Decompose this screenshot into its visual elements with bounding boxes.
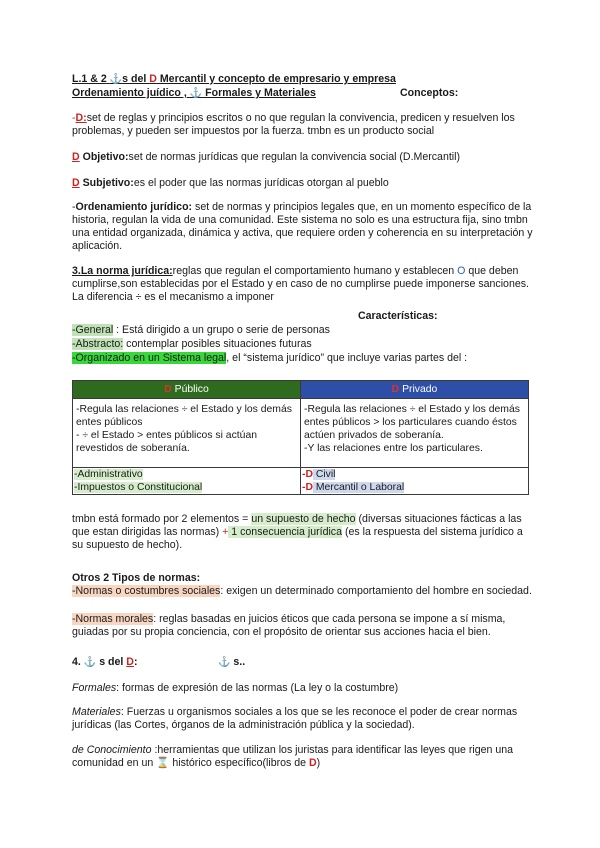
publico-header: D Público — [73, 381, 301, 399]
privado-body: -Regula las relaciones ÷ el Estado y los demás entes públicos > los particulares cuando éstos actúen privados de soberanía. -Y las relaciones entre los particulares. — [301, 399, 529, 468]
ordenamiento-definition: -Ordenamiento jurídico: set de normas y principios legales que, en un momento específico de la historia, regulan la vida de una comunidad. Este sistema no solo es una estructura fija, sino tmbn una entidad organizada, dinámica y activa, que requiere orden y coherencia en su interpretación y aplicación. — [72, 201, 533, 252]
derecho-comparison-table — [72, 380, 529, 495]
publico-foot: -Administrativo -Impuestos o Constitucional — [73, 468, 301, 495]
fuentes-formales: Formales: formas de expresión de las normas (La ley o la costumbre) — [72, 682, 399, 694]
fuentes-conocimiento: de Conocimiento :herramientas que utilizan los juristas para identificar las leyes que rigen una comunidad en un ⌛ histórico específico(libros de D) — [72, 744, 514, 769]
subjetivo-definition: D Subjetivo:es el poder que las normas jurídicas otorgan al pueblo — [72, 177, 389, 189]
anchor-icon: ⚓ — [83, 657, 97, 668]
caracteristica-general: -General : Está dirigido a un grupo o serie de personas — [72, 324, 330, 336]
fuentes-materiales: Materiales: Fuerzas u organismos sociales a los que se les reconoce el poder de crear normas jurídicas (las Cortes, órganos de la administración pública y la sociedad). — [72, 706, 518, 731]
conceptos-heading: Conceptos: — [400, 87, 459, 99]
subtitle-line: Ordenamiento juídico , ⚓ Formales y Materiales Conceptos: — [72, 87, 459, 99]
anchor-icon: ⚓ — [218, 657, 231, 668]
publico-body: -Regula las relaciones ÷ el Estado y los demás entes públicos - ÷ el Estado > entes públicos si actúan revestidos de soberanía. — [73, 399, 301, 468]
anchor-icon: ⚓ — [189, 88, 203, 99]
normas-sociales: -Normas o costumbres sociales: exigen un determinado comportamiento del hombre en sociedad. — [72, 585, 532, 597]
privado-foot: -D Civil -D Mercantil o Laboral — [301, 468, 529, 495]
otros-tipos-heading: Otros 2 Tipos de normas: — [72, 572, 201, 584]
objetivo-definition: D Objetivo:set de normas jurídicas que regulan la convivencia social (D.Mercantil) — [72, 151, 461, 163]
elementos-norma: tmbn está formado por 2 elementos = un supuesto de hecho (diversas situaciones fácticas a las que estan dirigidas las normas) + 1 consecuencia jurídica (es la respuesta del sistema jurídico a su supuesto de hecho). — [72, 513, 523, 551]
normas-morales: -Normas morales: reglas basadas en juicios éticos que cada persona se impone a sí misma, guiadas por su propia conciencia, con el propósito de orientar sus acciones hacia el bien. — [72, 613, 506, 638]
anchor-icon: ⚓ — [109, 74, 123, 85]
caracteristica-abstracto: -Abstracto: contemplar posibles situaciones futuras — [72, 338, 312, 350]
fuentes-heading: 4. ⚓ s del D: ⚓ s.. — [72, 656, 246, 668]
caracteristica-organizado: -Organizado en un Sistema legal, el “sistema jurídico” que incluye varias partes del : — [72, 352, 468, 364]
page-title: L.1 & 2 ⚓s del D Mercantil y concepto de empresario y empresa — [72, 73, 396, 85]
hourglass-icon: ⌛ — [156, 757, 170, 769]
derecho-definition: -D:set de reglas y principios escritos o no que regulan la convivencia, predicen y resuelven los problemas, y pueden ser impuestos por la fuerza. tmbn es un producto social — [72, 112, 515, 137]
privado-header: D Privado — [301, 381, 529, 399]
norma-juridica: 3.La norma jurídica:reglas que regulan el comportamiento humano y establecen O que deben cumplirse,son establecidas por el Estado y en caso de no cumplirse puede imponerse sanciones. La diferencia ÷ es el mecanismo a imponer — [72, 265, 529, 303]
caracteristicas-heading: Características: — [358, 310, 438, 322]
